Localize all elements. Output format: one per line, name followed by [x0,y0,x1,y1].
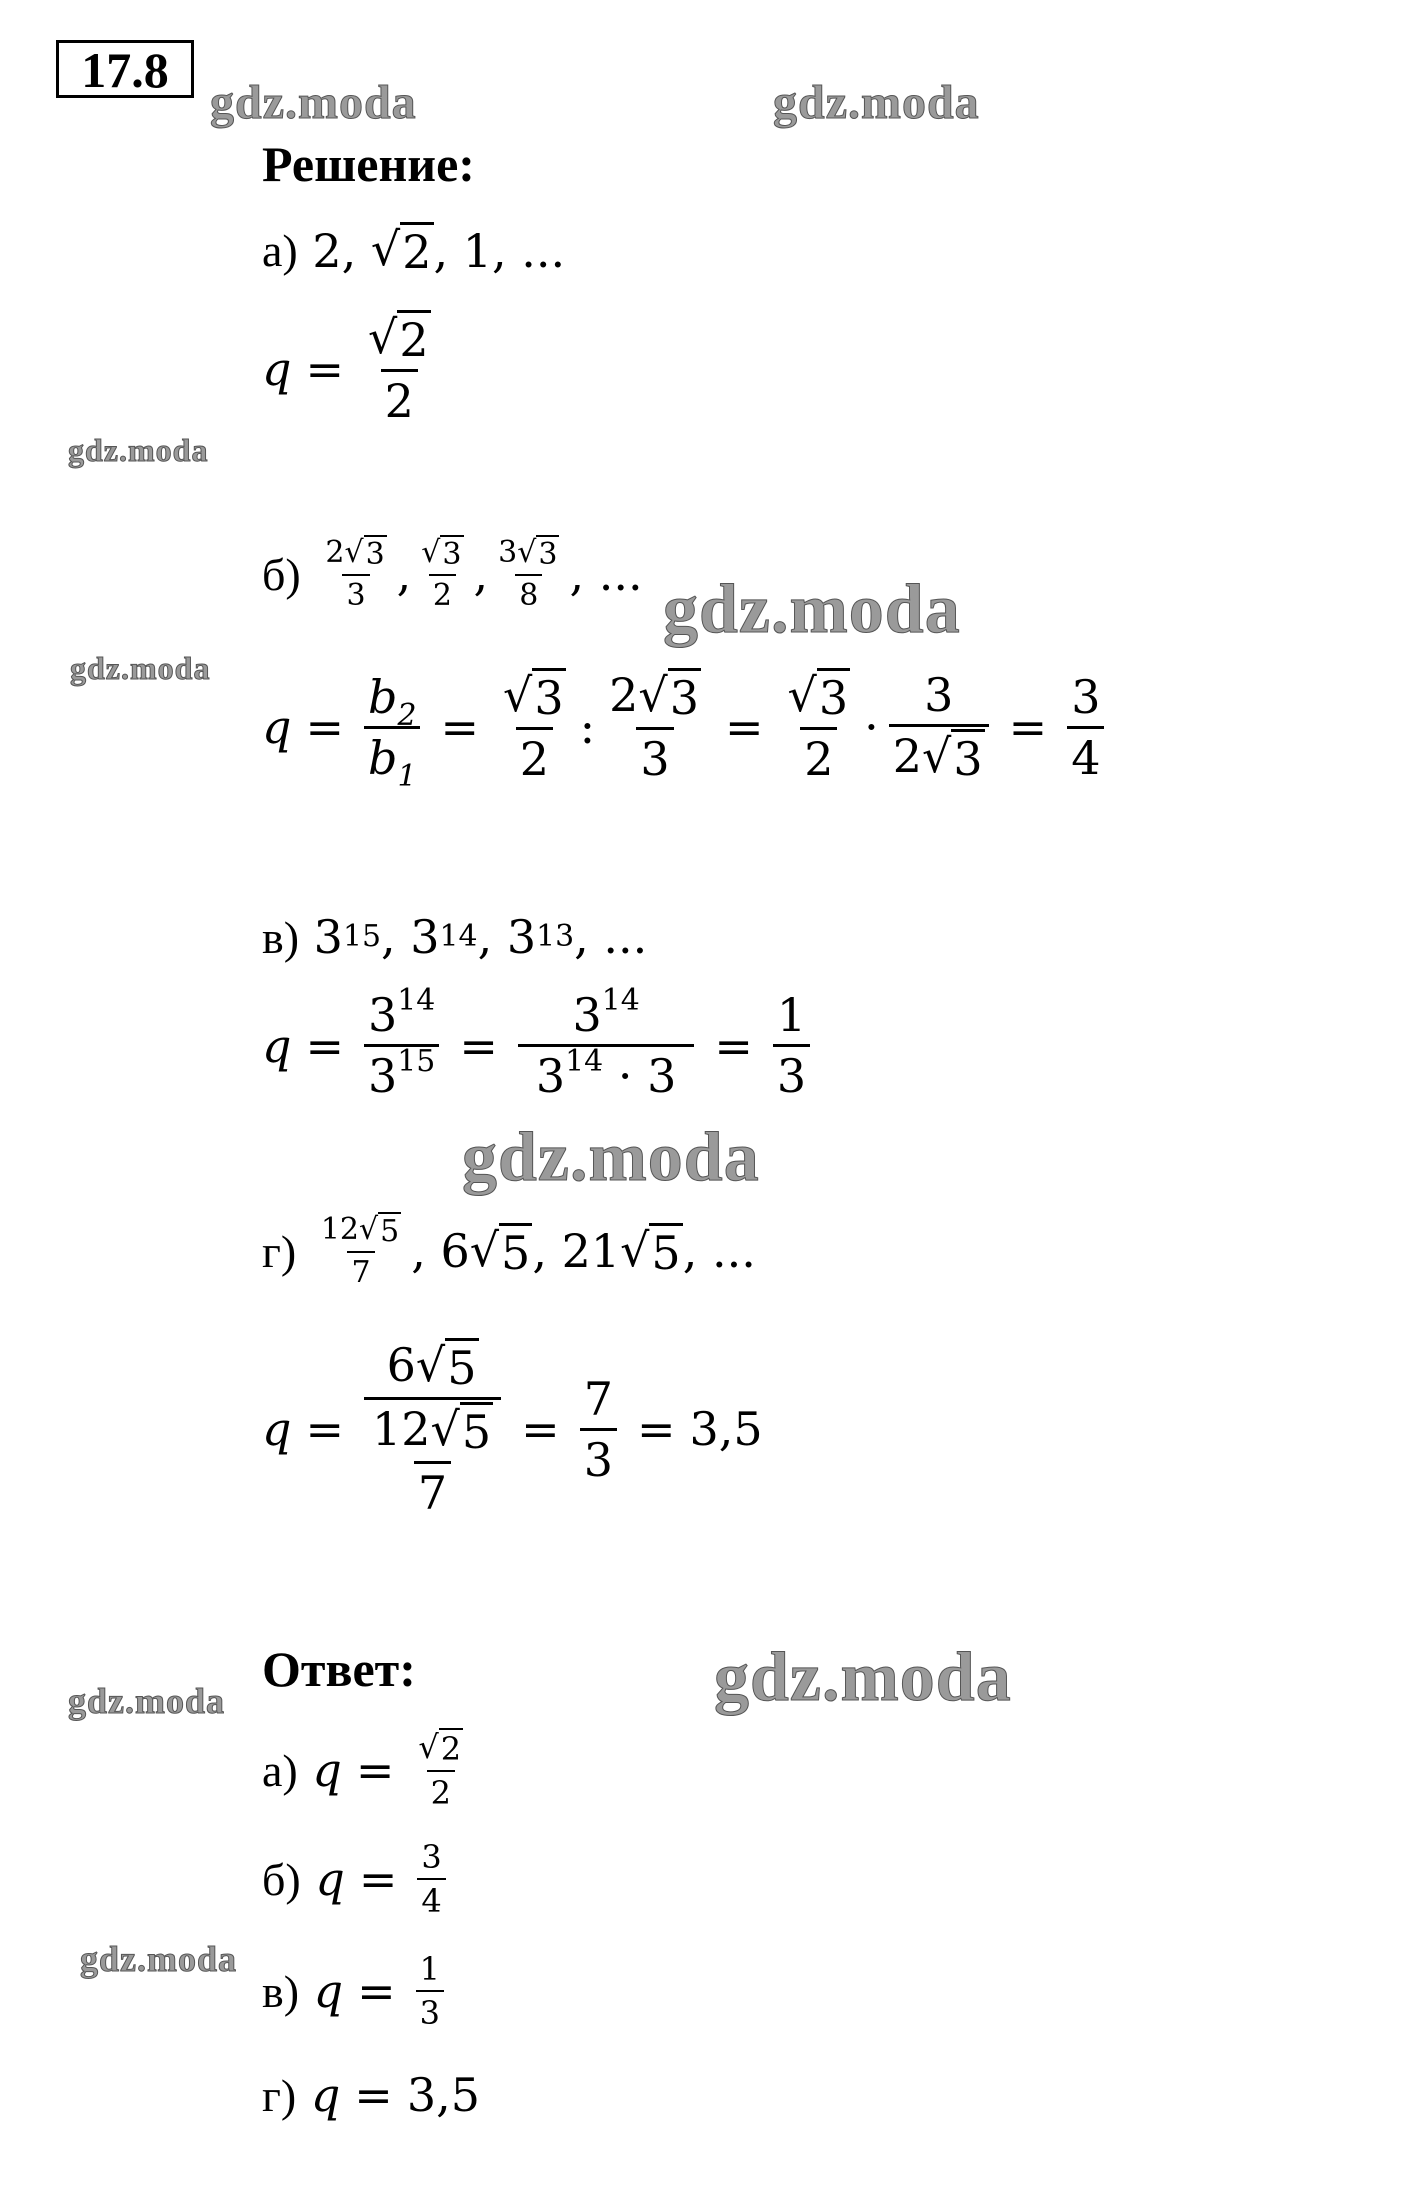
answer-heading: Ответ: [262,1641,416,1697]
watermark: gdz.moda [714,1639,1012,1716]
watermark: gdz.moda [70,650,211,686]
ellipsis: ... [598,547,643,601]
part-g-ratio: q = 6 √ 5 12 √ 5 7 = $\frac{7}{3}$ = 3,5 [262,1338,763,1520]
part-a-label: а) [262,225,298,276]
watermark: gdz.moda [80,1939,238,1979]
result: 3,5 [689,1402,763,1456]
watermark: gdz.moda [210,76,417,129]
term: 1 [462,223,493,278]
watermark: gdz.moda [68,432,209,468]
ellipsis: ... [521,223,566,278]
problem-number: 17.8 [56,40,194,98]
answer-g: г) q = 3,5 [262,2068,480,2122]
part-g-sequence: г) 12 √ 5 7 , 6 √ 5 , 21 √ 5 , ... [262,1212,756,1290]
ellipsis: ... [603,910,648,964]
part-v-label: в) [262,911,300,963]
watermark: gdz.moda [68,1681,226,1721]
part-g-label: г) [262,1225,297,1277]
answer-v: в) q = $\frac{1}{3}$ [262,1950,450,2032]
watermark: gdz.moda [462,1119,760,1196]
answer-b: б) q = $\frac{3}{4}$ [262,1838,452,1920]
fraction: √ 2 2 [368,310,429,428]
solution-heading: Решение: [262,136,475,192]
answer-a: а) q = √ 2 2 [262,1728,462,1812]
part-a-ratio: q = √ 2 2 [262,310,441,428]
ellipsis: ... [711,1224,756,1278]
q-symbol: q [262,342,292,396]
part-v-sequence: в) 3 15 , 3 14 , 3 13 , ... [262,910,648,964]
watermark: gdz.moda [663,571,961,648]
part-v-ratio: q = $\frac{3^{14}}{3^{15}}$ = $\frac{3^{14}}{3^{14} \cdot 3}$ = $\frac{1}{3}$ [262,988,816,1103]
part-b-label: б) [262,548,301,600]
part-b-ratio: q = $\frac{b_2}{b_1}$ = √ 3 2 : 2 √ 3 3 = √ 3 2 · 3 2 √ 3 = $\frac{3}{4}$ [262,668,1110,786]
term: 2 [312,223,342,278]
part-b-sequence: б) 2 √ 3 3 , √ 3 2 , 3 √ 3 8 , ... [262,535,643,613]
part-a-sequence: а) 2 , √ 2 , 1 , ... [262,222,566,279]
watermark: gdz.moda [773,76,980,129]
sqrt: √ 2 [370,222,432,279]
